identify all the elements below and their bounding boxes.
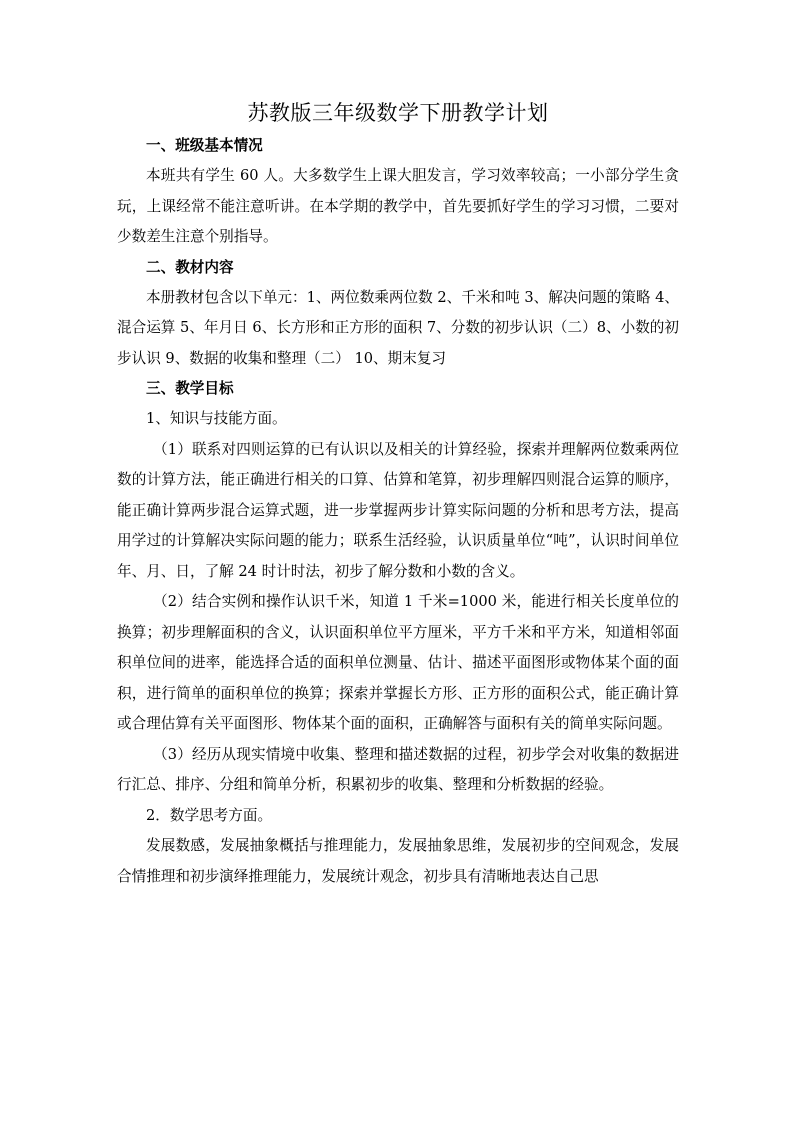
- section-heading-class-info: 一、班级基本情况: [146, 137, 263, 154]
- goal-item-3: （3）经历从现实情境中收集、整理和描述数据的过程，初步学会对收集的数据进行汇总、排序、分组和简单分析，积累初步的收集、整理和分析数据的经验。: [117, 745, 679, 793]
- goal-item-1: （1）联系对四则运算的已有认识以及相关的计算经验，探索并理解两位数乘两位数的计算方法，能正确进行相关的口算、估算和笔算，初步理解四则混合运算的顺序，能正确计算两步混合运算式题，进一步掌握两步计算实际问题的分析和思考方法，提高用学过的计算解决实际问题的能力；联系生活经验，认识质量单位“吨”，认识时间单位年、月、日，了解 24 时计时法，初步了解分数和小数的含义。: [117, 440, 679, 580]
- section-heading-goals: 三、教学目标: [146, 380, 234, 397]
- page-title: 苏教版三年级数学下册教学计划: [247, 101, 549, 125]
- section-heading-content: 二、教材内容: [146, 258, 234, 276]
- knowledge-skills-heading: 1、知识与技能方面。: [146, 410, 287, 427]
- class-info-paragraph: 本班共有学生 60 人。大多数学生上课大胆发言，学习效率较高；一小部分学生贪玩，上课经常不能注意听讲。在本学期的教学中，首先要抓好学生的学习习惯，二要对少数差生注意个别指导。: [117, 167, 679, 245]
- document-page: [117, 96, 679, 892]
- math-thinking-heading: 2．数学思考方面。: [146, 806, 273, 824]
- goal-item-2: （2）结合实例和操作认识千米，知道 1 千米=1000 米，能进行相关长度单位的换算；初步理解面积的含义，认识面积单位平方厘米，平方千米和平方米，知道相邻面积单位间的进率，能选择合适的面积单位测量、估计、描述平面图形或物体某个面的面积，进行简单的面积单位的换算；探索并掌握长方形、正方形的面积公式，能正确计算或合理估算有关平面图形、物体某个面的面积，正确解答与面积有关的简单实际问题。: [117, 593, 679, 732]
- content-paragraph: 本册教材包含以下单元：1、两位数乘两位数 2、千米和吨 3、解决问题的策略 4、混合运算 5、年月日 6、长方形和正方形的面积 7、分数的初步认识（二）8、小数的初步认识 9、数据的收集和整理（二） 10、期末复习: [117, 288, 679, 367]
- math-thinking-paragraph: 发展数感，发展抽象概括与推理能力，发展抽象思维，发展初步的空间观念，发展合情推理和初步演绎推理能力，发展统计观念，初步具有清晰地表达自己思: [117, 837, 679, 885]
